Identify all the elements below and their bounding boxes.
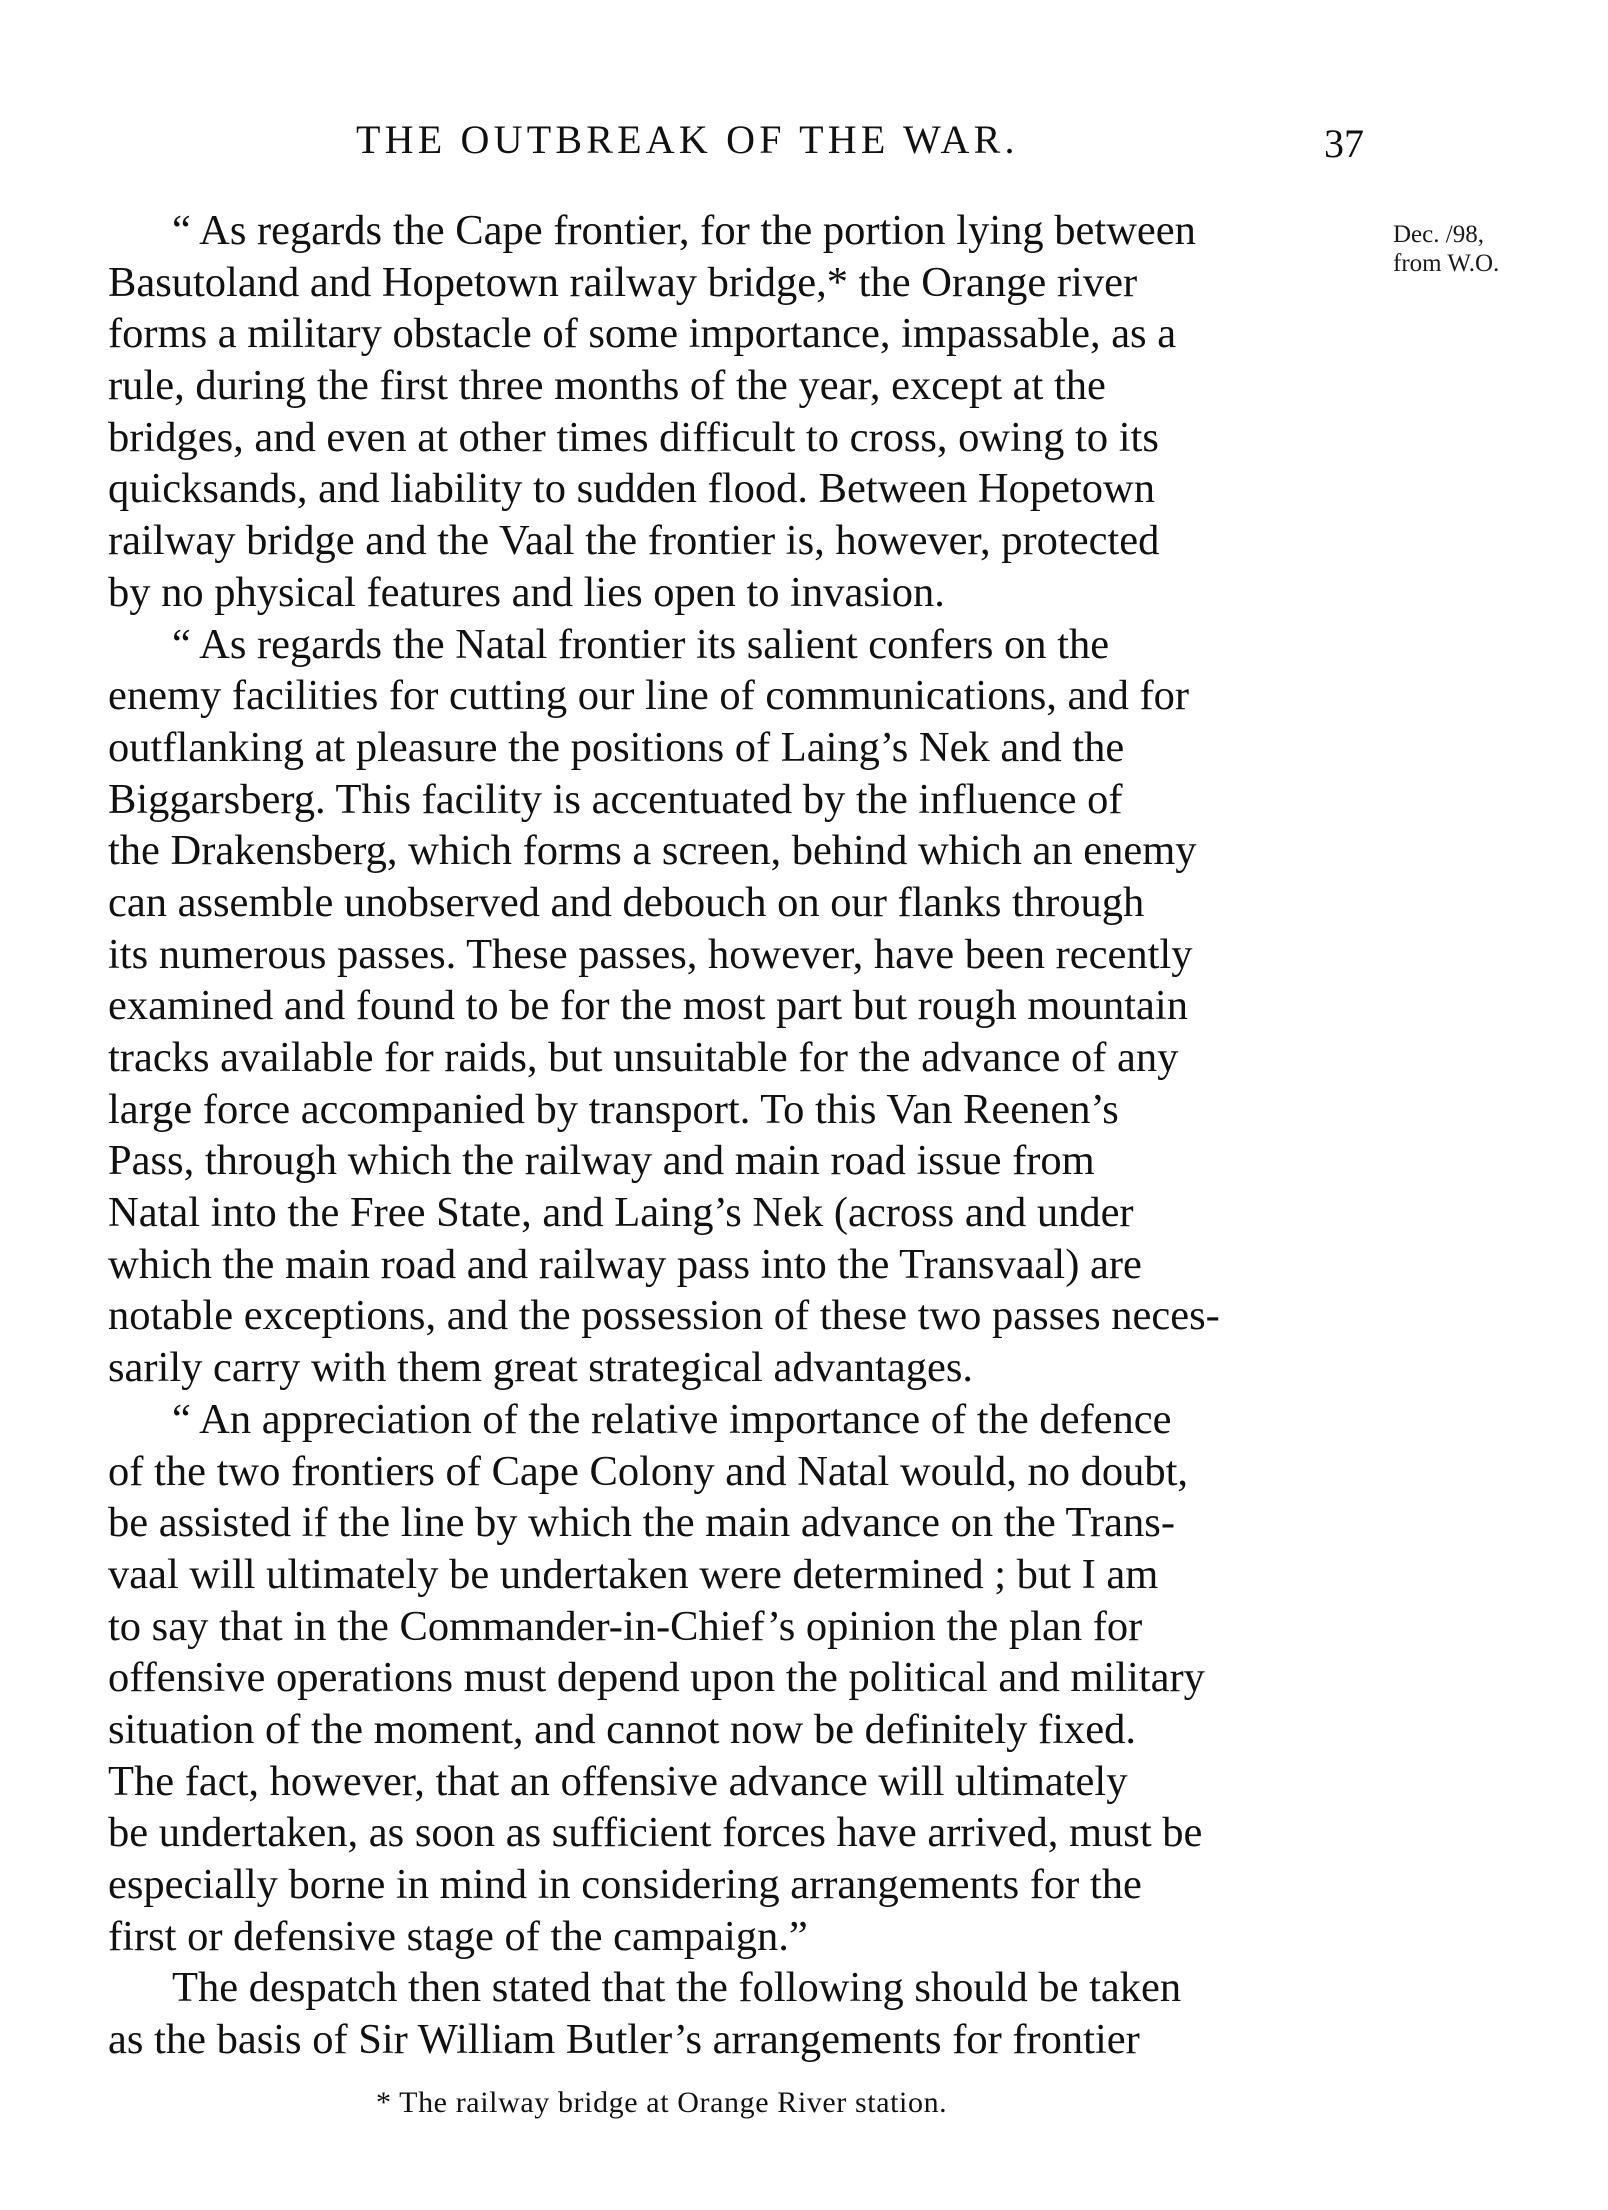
margin-note-line: from W.O. xyxy=(1393,250,1500,277)
text-line: outflanking at pleasure the positions of Laing’s Nek and the xyxy=(108,723,1125,771)
running-title: THE OUTBREAK OF THE WAR. xyxy=(356,117,1019,162)
text-line: situation of the moment, and cannot now be definitely fixed. xyxy=(108,1705,1137,1753)
text-line: notable exceptions, and the possession of these two passes neces- xyxy=(108,1292,1220,1340)
text-line: quicksands, and liability to sudden flood. Between Hopetown xyxy=(108,465,1155,513)
text-line: can assemble unobserved and debouch on our flanks through xyxy=(108,878,1145,926)
text-line: Biggarsberg. This facility is accentuated by the influence of xyxy=(108,775,1123,823)
margin-note xyxy=(1393,220,1499,278)
text-line: sarily carry with them great strategical advantages. xyxy=(108,1344,973,1392)
text-line: Basutoland and Hopetown railway bridge,* the Orange river xyxy=(108,258,1138,306)
text-line: large force accompanied by transport. To this Van Reenen’s xyxy=(108,1085,1119,1133)
text-line: “ As regards the Natal frontier its salient confers on the xyxy=(172,620,1110,668)
text-line: the Drakensberg, which forms a screen, behind which an enemy xyxy=(108,827,1197,875)
text-line: rule, during the first three months of the year, except at the xyxy=(108,362,1106,410)
text-line: “ As regards the Cape frontier, for the portion lying between xyxy=(172,207,1196,254)
text-line: first or defensive stage of the campaign.” xyxy=(108,1912,808,1960)
text-line: as the basis of Sir William Butler’s arrangements for frontier xyxy=(108,2016,1140,2064)
text-line: offensive operations must depend upon the political and military xyxy=(108,1654,1205,1702)
body-text xyxy=(108,205,1362,2066)
text-line: The despatch then stated that the following should be taken xyxy=(172,1964,1182,2012)
text-line: which the main road and railway pass into the Transvaal) are xyxy=(108,1240,1142,1288)
text-line: especially borne in mind in considering arrangements for the xyxy=(108,1861,1142,1908)
text-line: tracks available for raids, but unsuitable for the advance of any xyxy=(108,1034,1179,1081)
text-line: be assisted if the line by which the main advance on the Trans- xyxy=(108,1499,1175,1547)
text-line: Natal into the Free State, and Laing’s Nek (across and under xyxy=(108,1189,1134,1237)
text-line: enemy facilities for cutting our line of communications, and for xyxy=(108,672,1190,720)
text-line: its numerous passes. These passes, however, have been recently xyxy=(108,930,1193,978)
text-line: to say that in the Commander-in-Chief’s opinion the plan for xyxy=(108,1602,1143,1650)
text-line: bridges, and even at other times difficult to cross, owing to its xyxy=(108,413,1159,461)
page-number: 37 xyxy=(1324,121,1364,166)
text-line: examined and found to be for the most part but rough mountain xyxy=(108,982,1188,1030)
text-line: “ An appreciation of the relative importance of the defence xyxy=(172,1395,1172,1443)
margin-note-line: Dec. /98, xyxy=(1393,221,1484,248)
text-line: be undertaken, as soon as sufficient forces have arrived, must be xyxy=(108,1809,1203,1857)
footnote: * The railway bridge at Orange River station. xyxy=(376,2086,948,2119)
text-line: of the two frontiers of Cape Colony and Natal would, no doubt, xyxy=(108,1447,1189,1495)
text-line: by no physical features and lies open to invasion. xyxy=(108,568,945,616)
text-line: railway bridge and the Vaal the frontier is, however, protected xyxy=(108,517,1160,565)
text-line: vaal will ultimately be undertaken were determined ; but I am xyxy=(108,1550,1159,1598)
text-line: The fact, however, that an offensive advance will ultimately xyxy=(108,1757,1128,1805)
text-line: forms a military obstacle of some importance, impassable, as a xyxy=(108,310,1177,358)
running-head xyxy=(356,112,1366,168)
text-line: Pass, through which the railway and main road issue from xyxy=(108,1137,1095,1185)
